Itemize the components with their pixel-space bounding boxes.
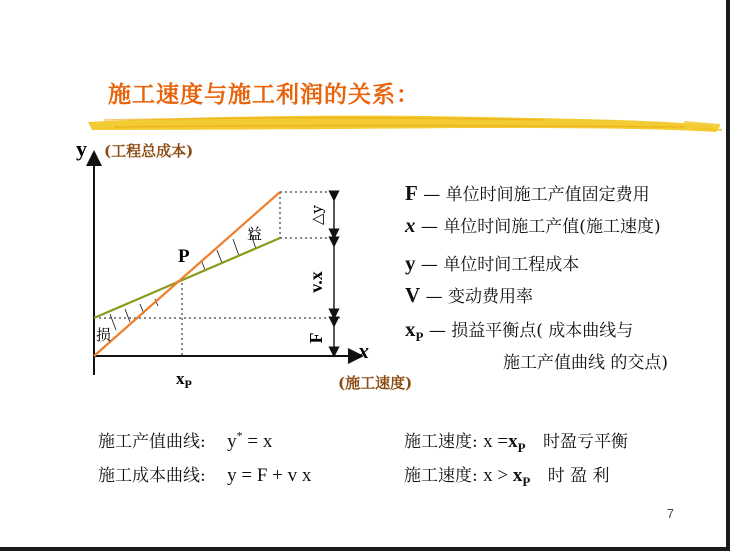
page-number: 7	[666, 506, 674, 521]
breakeven-condition	[404, 427, 628, 456]
revenue-line	[94, 192, 280, 356]
revenue-equation	[98, 427, 272, 453]
xp-axis-label: $x_P$	[176, 369, 192, 391]
legend-xp	[405, 316, 633, 345]
profit-speed-label: 施工速度:	[404, 466, 478, 486]
f-dimension-label: F	[306, 332, 326, 344]
legend-xp-line2: 施工产值曲线 的交点)	[503, 353, 669, 373]
legend-dash: —	[425, 287, 443, 307]
x-axis-label: x	[358, 338, 369, 363]
revenue-curve-label: 施工产值曲线:	[98, 432, 206, 452]
legend-v	[405, 282, 533, 308]
legend-x	[405, 212, 661, 238]
legend-symbol: x	[405, 213, 416, 237]
cost-equation	[98, 461, 311, 487]
legend-f	[405, 180, 650, 206]
profit-text: 时 盈 利	[547, 466, 610, 486]
cost-curve-label: 施工成本曲线:	[98, 466, 206, 486]
legend-symbol: $x_P$	[405, 317, 424, 345]
legend-dash: —	[428, 321, 446, 341]
legend-text: 变动费用率	[447, 287, 533, 307]
legend-dash: —	[423, 185, 441, 205]
loss-hatch	[110, 299, 158, 330]
legend-text: 损益平衡点( 成本曲线与	[451, 321, 634, 341]
legend-text: 单位时间工程成本	[443, 255, 580, 275]
cost-formula: y = F + v x	[227, 465, 312, 486]
profit-formula: $x > x_P$	[483, 465, 531, 489]
legend-y	[405, 250, 579, 276]
y-axis-caption: (工程总成本)	[104, 142, 194, 160]
profit-condition	[404, 461, 610, 490]
revenue-formula: y* = x	[227, 428, 273, 452]
vx-dimension-label: v.x	[306, 271, 326, 293]
y-axis-label: y	[76, 136, 87, 161]
loss-label: 损	[96, 326, 112, 344]
legend-symbol: y	[405, 251, 416, 275]
profit-label: 益	[247, 225, 263, 243]
breakeven-text: 时盈亏平衡	[542, 432, 628, 452]
dy-dimension-label: △y	[308, 204, 326, 226]
breakeven-speed-label: 施工速度:	[404, 432, 478, 452]
legend-dash: —	[420, 255, 438, 275]
legend-symbol: V	[405, 283, 421, 307]
legend-text: 单位时间施工产值(施工速度)	[443, 217, 661, 237]
breakeven-formula: $x =x_P$	[483, 431, 526, 455]
point-p-label: P	[178, 246, 190, 267]
legend-symbol: F	[405, 181, 418, 205]
slide-title: 施工速度与施工利润的关系：	[108, 82, 420, 108]
legend-text: 单位时间施工产值固定费用	[445, 185, 650, 205]
x-axis-caption: (施工速度)	[338, 374, 413, 392]
legend-dash: —	[420, 217, 438, 237]
